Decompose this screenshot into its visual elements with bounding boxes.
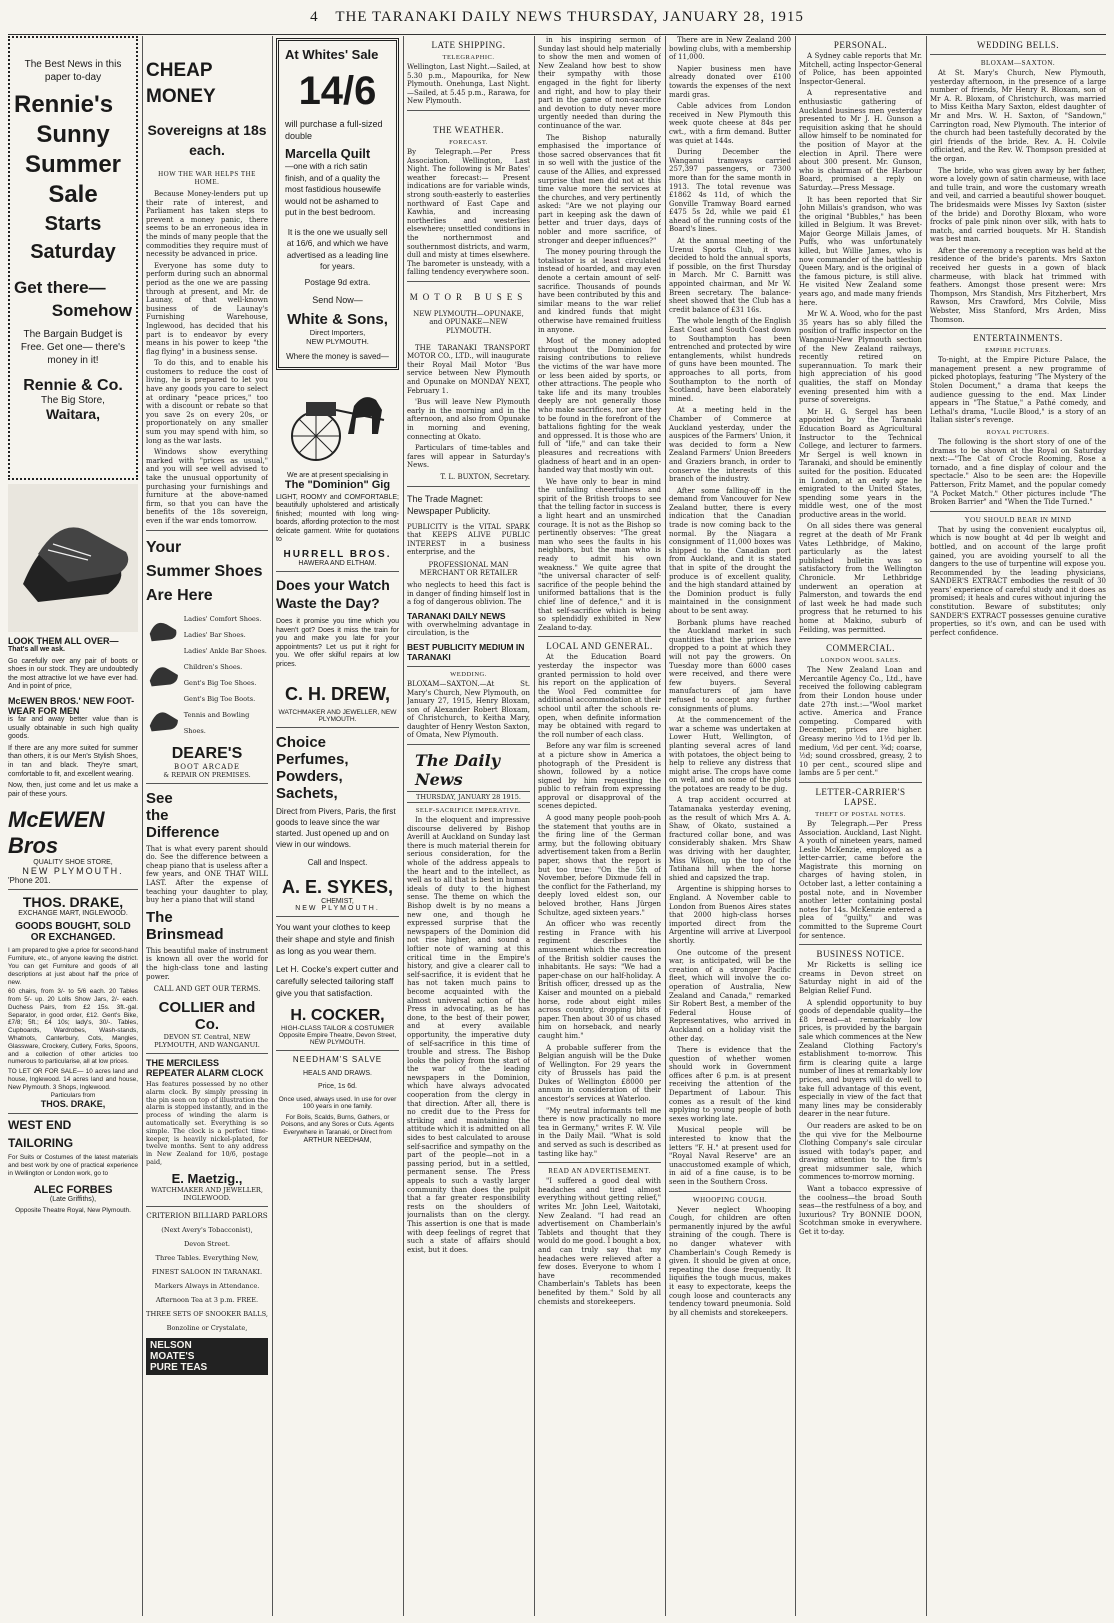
nelson-moate-ad bbox=[146, 1338, 268, 1375]
c6-body-13: One outcome of the present war, is anticipated, will be the creation of a stronger Pacific fleet, which will involve the co-operation of Australia, New Zealand and Canada," remarked Sir Robert Best, a member of the Federal House of Representatives, who arrived in Auckland on a holiday visit the other day. bbox=[669, 948, 791, 1043]
cm-body-3: To do this, and to enable his customers to reduce the cost of living, he is prepared to let you have any goods you care to select at ordinary "peace prices," too with a discount or rebate so that you save 2s on every 20s, or proportionately on any smaller sum you may spend with him, so long as the war lasts. bbox=[146, 359, 268, 445]
personal-4: Mr W. A. Wood, who for the past 35 years has so ably filled the position of traffic inspector on the Wanganui-New Plymouth section of the New Zealand railways, recently retired on superannuation. To mark their high appreciation of his good qualities, the staff on Monday evening presented him with a purse of sovereigns. bbox=[799, 310, 922, 405]
c6-body-5: At the annual meeting of the Urenui Sports Club, it was decided to hold the annual sports, if possible, on the first Thursday in March. Mr C. Barnitt was appointed chairman, and Mr W. Breen secretary. The balance-sheet showed that the Club has a credit balance of £31 16s. bbox=[669, 237, 791, 314]
whooping: WHOOPING COUGH. bbox=[693, 1195, 767, 1204]
c6-body-6: The whole length of the English East Coast and South Coast down to Southampton has been entrenched and protected by wire entanglements, whilst hundreds of guns have been mounted. The approaches to all ports, from Southampton to the north of Scotland, have been elaborately mined. bbox=[669, 317, 791, 403]
theft: THEFT OF POSTAL NOTES. bbox=[815, 810, 906, 818]
rennies-heading: Rennie's bbox=[14, 91, 114, 118]
maetzig: E. Maetzig., bbox=[171, 1170, 243, 1186]
markers: Markers Always in Attendance. bbox=[154, 1281, 260, 1290]
sale-heading: Sale bbox=[48, 181, 98, 208]
read-body: "I suffered a good deal with headaches and tired almost everything without getting relief," writes Mr. John Leel, Waitotaki, New Zealand. "I had read an advertisement on Chamberlain's Tablets and thought that they would do me good. I bought a box, and can truly say that my headaches were relieved after a few doses. Everyone to whom I have recommended Chamberlain's Tablets has been benefited by them." Sold by all chemists and storekeepers. bbox=[538, 1177, 661, 1306]
sovereigns: Sovereigns at 18s each. bbox=[147, 122, 267, 158]
tailoring: TAILORING bbox=[8, 1136, 74, 1151]
drake-sign: THOS. DRAKE, bbox=[40, 1099, 106, 1110]
personal-1: A Sydney cable reports that Mr. Mitchell, acting Inspector-General of Police, has been appointed Inspector-General. bbox=[799, 52, 922, 86]
local-6: "My neutral informants tell me there is now practically no more tea in Germany," writes F. W. Vile in the Daily Mail. "What is sold and served as such is described as tasting like hay." bbox=[538, 1106, 661, 1158]
sachets: Sachets, bbox=[276, 784, 338, 802]
criterion: CRITERION BILLIARD PARLORS bbox=[146, 1210, 268, 1220]
white-sons: White & Sons, bbox=[287, 310, 388, 328]
sunny-heading: Sunny bbox=[36, 121, 110, 148]
rennie-ad bbox=[8, 36, 138, 480]
drew: C. H. DREW, bbox=[284, 683, 390, 704]
daily-news-logo: The Daily News bbox=[415, 751, 500, 790]
shoe-item: Gent's Big Toe Shoes. bbox=[183, 678, 257, 687]
read-ad: READ AN ADVERTISEMENT. bbox=[548, 1167, 651, 1176]
particulars: Particulars from bbox=[50, 1091, 96, 1099]
london-wool: LONDON WOOL SALES. bbox=[820, 657, 901, 665]
c6-body-10: At the commencement of the war a scheme was undertaken at Lower Hutt, Wellington, of planting several acres of land with potatoes, the object being to help to relieve any distress that might arise. The crops have come on well, and on some of the plots the potatoes are ready to be dug. bbox=[669, 716, 791, 793]
rennie-co: Rennie & Co. bbox=[23, 377, 123, 394]
column-7 bbox=[799, 36, 922, 1616]
best-medium: BEST PUBLICITY MEDIUM IN TARANAKI bbox=[407, 641, 525, 662]
c6-body-4: During December the Wanganui tramways carried 257,397 passengers, or 7300 more than for the same month in 1913. The total revenue was £1862 4s 11d, of which the Gonville Tramway Board earned £475 5s 2d, while we paid £1 ahead of the running costs of the Board's lines. bbox=[669, 148, 791, 234]
price-1s: Price, 1s 6d. bbox=[318, 1082, 357, 1090]
once-used: Once used, always used. In use for over 100 years in one family. bbox=[278, 1095, 397, 1110]
best-news-line: The Best News in this paper to-day bbox=[24, 59, 122, 83]
wb-3: After the ceremony a reception was held at the residence of the bride's parents. Mrs Saxton received her guests in a gown of black charmeuse, with black hat trimmed with feathers. Amongst those present were: Mrs Thompson, Mrs Standish, Mrs Fitzherbert, Mrs Rawson, Mrs Crawford, Mrs Colvile, Miss Webster, Miss Stanford, Mrs Arden, Miss Thomson. bbox=[930, 246, 1106, 324]
needham: NEEDHAM'S SALVE bbox=[292, 1054, 383, 1064]
gig-illustration bbox=[276, 376, 399, 466]
devon-street: Devon Street. bbox=[183, 1239, 231, 1248]
dominion-gig: The "Dominion" Gig bbox=[284, 478, 391, 491]
business-notice: BUSINESS NOTICE. bbox=[816, 949, 905, 960]
trade-magnet: The Trade Magnet: Newspaper Publicity. bbox=[407, 493, 491, 516]
tdn-body: with overwhelming advantage in circulation, is the bbox=[407, 620, 530, 638]
column-4 bbox=[407, 36, 530, 1616]
pure-teas: PURE TEAS bbox=[150, 1361, 208, 1373]
cocker-sub: HIGH-CLASS TAILOR & COSTUMIER bbox=[281, 1024, 394, 1032]
late-griffiths: (Late Griffiths), bbox=[49, 1195, 97, 1203]
collier: COLLIER and Co. bbox=[158, 999, 256, 1034]
whites-np: NEW PLYMOUTH. bbox=[306, 336, 369, 346]
c6-body-3: Cable advices from London received in New Plymouth this week quote cheese at 84s per cwt., with a firm demand. Butter was quiet at 144s. bbox=[669, 102, 791, 145]
will-purchase: will purchase a full-sized double bbox=[285, 119, 383, 141]
cm-body-1: Because Money-lenders put up their rate of interest, and Parliament has taken steps to prevent a money panic, there seems to be an erroneous idea in the minds of many people that the commodities they require must of necessity be advanced in price. bbox=[146, 190, 268, 259]
whites-ad bbox=[276, 38, 399, 370]
arthur-needham: ARTHUR NEEDHAM, bbox=[303, 1137, 372, 1145]
drake-body: I am prepared to give a price for second-hand Furniture, etc., of anyone leaving the district. You can get Furniture and goods of all descriptions at just about half the price of new. bbox=[8, 947, 138, 986]
c6-body-12: Argentine is shipping horses to England. A November cable to London from Buenos Aires states that 2000 high-class horses imported direct from the Argentine will arrive at Liverpool shortly. bbox=[669, 885, 791, 945]
your-heading: Your bbox=[146, 538, 182, 556]
nelson: NELSON bbox=[150, 1339, 192, 1351]
bn-2: A splendid opportunity to buy goods of dependable quality—the £8 bread—at remarkably low prices, is provided by the bargain sale which commences at the New Zealand Clothing Factory's establishment to-morrow. This firm is clearing quite a large number of lines at remarkably low prices, and buyers will do well to take full advantage of this event, especially in view of the fact that many lines may be considerably dearer in the near future. bbox=[799, 998, 922, 1119]
specialising: We are at present specialising in bbox=[286, 471, 389, 479]
masthead bbox=[0, 0, 1114, 34]
watchmaker: WATCHMAKER AND JEWELLER, bbox=[151, 1185, 263, 1194]
summer-shoes: Summer Shoes bbox=[146, 562, 263, 580]
goods-bought: GOODS BOUGHT, SOLD OR EXCHANGED. bbox=[15, 921, 131, 944]
drew-sub: WATCHMAKER AND JEWELLER, NEW PLYMOUTH. bbox=[278, 708, 397, 723]
cm-body-4: Windows show everything marked with "prices as usual," and you will see well advised to take the unusual opportunity of purchasing your furnishings and furniture at the above-named firm, so that you can have the benefits of the 18s sovereign, even if the war ends tomorrow. bbox=[146, 448, 268, 525]
look-them-heading: LOOK THEM ALL OVER— bbox=[8, 636, 119, 646]
collier-addr: DEVON ST. Central, NEW PLYMOUTH, AND WANGANUI. bbox=[154, 1033, 260, 1050]
dateline: THURSDAY, JANUARY 28 1915. bbox=[407, 791, 530, 803]
theft-body: By Telegraph.—Per Press Association. Auckland, Last Night. A youth of nineteen years, named Leslie McKenzie, employed as a letter-carrier, came before the Magistrate this morning on charges of having stolen, in October last, a letter containing a postal note, and in November another letter containing postal notes for 14s. McKenzie entered a plea of "guilty," and was committed to the Supreme Court for sentence. bbox=[799, 819, 922, 940]
column-rule bbox=[534, 36, 535, 1616]
should-bear: YOU SHOULD BEAR IN MIND bbox=[964, 515, 1072, 524]
personal-5: Mr H. G. Sergel has been appointed by the Taranaki Education Board as Agricultural Instructor to the Technical College, and lecturer to farmers. Mr Sergel is well known in Taranaki, and should be eminently suited for the position. Educated in London, at an early age he emigrated to the United States, spending some years in the middle west, one of the most productive areas in the world. bbox=[799, 407, 922, 519]
repair: & REPAIR ON PREMISES. bbox=[163, 770, 251, 779]
send-now: Send Now— bbox=[312, 294, 363, 305]
drake-list: 60 chairs, from 3/- to 5/6 each. 20 Tables from 5/- up. 20 Lolls Show Jars, 2/- each. Duchess Pairs, from £2 15s. 3ft.-gal. Separator, in good order, £12. Gent's Bike, £7/8; 5ft.; £4 10s; lady's, 30/-. Tables, Cupboards, Wardrobes, Wash-stands, Whatnots, Canterbury, Cots, Mangles, Glassware, Crockery, Cutlery, Forks, Spoons, and a collection of other articles too numerous to particularise, all at low prices. bbox=[8, 988, 138, 1066]
personal-6: On all sides there was general regret at the death of Mr Frank Vates Lethbridge, of Makino, particularly as the latest published bulletin was so satisfactory from the Wellington Chronicle. Mr Lethbridge underwent an operation at Palmerston, and towards the end of last week he had made such progress that he returned to his home at Makino, suburb of Feilding, was permitted. bbox=[799, 522, 922, 634]
three-sets: THREE SETS OF SNOOKER BALLS, bbox=[146, 1309, 268, 1318]
shoe-illustration bbox=[8, 484, 138, 632]
local-5: A probable sufferer from the Belgian anguish will be the Duke of Wellington. For 29 years the city of Brussels has paid the Dukes of Wellington £8000 per annum in consideration of their ancestor's services at Waterloo. bbox=[538, 1043, 661, 1104]
commercial: COMMERCIAL. bbox=[826, 643, 895, 654]
wedding-bells: WEDDING BELLS. bbox=[977, 40, 1059, 50]
gig-body: LIGHT, ROOMY and COMFORTABLE; beautifully upholstered and artistically finished; mounted with long wing-boards, affording protection to the most delicate garment. Write for quotations to bbox=[276, 493, 399, 544]
merciless-heading: THE MERCILESS REPEATER ALARM CLOCK bbox=[146, 1058, 264, 1079]
brinsmead-body: This beautiful make of instrument is known all over the world for the high-class tone and lasting power. bbox=[146, 946, 268, 981]
bargain-budget: The Bargain Budget is Free. Get one— there's money in it! bbox=[20, 329, 126, 366]
chemist: CHEMIST, bbox=[321, 897, 354, 905]
how-war: HOW THE WAR HELPS THE HOME. bbox=[158, 170, 256, 186]
look-body: Go carefully over any pair of boots or shoes in our stock. They are undoubtedly the most attractive lot we have ever had. And in point of price, bbox=[8, 657, 138, 691]
shoe-list bbox=[180, 611, 268, 741]
column-rule bbox=[403, 36, 404, 1616]
sykes-np: NEW PLYMOUTH. bbox=[295, 904, 380, 912]
mcewen-phone: 'Phone 201. bbox=[8, 876, 51, 886]
column-1 bbox=[8, 36, 138, 1616]
c5-top: in his inspiring sermon of Sunday last should help materially to show the men and women of New Zealand how best to show their sympathy with those engaged in the fight for liberty and right, and how to play their part in the game of non-sacrifice and devotion to duty never more urgently needed than during the continuance of the war. bbox=[538, 36, 661, 130]
heals: HEALS AND DRAWS. bbox=[303, 1069, 372, 1077]
sykes: A. E. SYKES, bbox=[281, 876, 394, 897]
self-sacrifice: SELF-SACRIFICE IMPERATIVE. bbox=[415, 807, 522, 815]
quality-shoe: QUALITY SHOE STORE, bbox=[33, 859, 113, 867]
wb-2: The bride, who was given away by her father, wore a lovely gown of satin charmeuse, with lace and tulle train, and wore the customary wreath and veil, and carried a beautiful shower bouquet. The bridesmaids were Misses Ivy Saxton (sister of the bride) and Dorothy Bloxam, who wore frocks of pale pink ninon over silk, with hats to match, and carried bouquets. Mr H. Standish was best man. bbox=[930, 166, 1106, 244]
needham-body: For Boils, Scalds, Burns, Gathers, or Poisons, and any Sores or Cuts. Agents Everywhere in Taranaki, or Direct from bbox=[281, 1113, 394, 1137]
moates: MOATE'S bbox=[150, 1350, 195, 1362]
hawera: HAWERA AND ELTHAM. bbox=[298, 560, 377, 568]
bn-1: Mr Ricketts is selling ice creams in Devon street on Saturday night in aid of the Belgian Relief Fund. bbox=[799, 961, 922, 995]
column-5 bbox=[538, 36, 661, 1616]
empire-body: To-night, at the Empire Picture Palace, the management present a new programme of picked photoplays, featuring "The Mystery of the Stolen Document," a drama that keeps the audience guessing to the end. Max Linder appears in "The Statue," a Pathé comedy, and Lethal's drama, "Lucile Blood," is a story of an Italian sister's revenge. bbox=[930, 356, 1106, 425]
shoe-item: Gent's Big Toe Boots. bbox=[183, 694, 256, 703]
entertainments: ENTERTAINMENTS. bbox=[973, 333, 1063, 344]
bus-routes: NEW PLYMOUTH—OPUNAKE, and OPUNAKE—NEW PLYMOUTH. bbox=[413, 309, 524, 336]
column-8 bbox=[930, 36, 1106, 1616]
c5-body-3: The money pouring through the totalisator is at least circulated instead of hoarded, and may even denote a certain amount of self-sacrifice. Thousands of pounds have been contributed by this and similar means to the war relief and kindred funds that might otherwise have remained fruitless in anyone. bbox=[538, 248, 661, 334]
deares: DEARE'S bbox=[171, 744, 243, 762]
editorial: In the eloquent and impressive discourse delivered by Bishop Averill at Auckland on Sunday last there is much material therein for serious consideration, for the whole of the address appeals to the heart and to the intellect, as well as to all that is best in human ideals of duty to the highest sense. The theme on which the Bishop dwelt is by no means a new one, and though he expressed surprise that the newspapers of the Dominion did not rise higher, and sound a loftier note of warning at this critical time in the Empire's history, and give a clearer call to self-sacrifice, it is evident that he has not taken much pains to become acquainted with the almost universal action of the Press in advocating, as he has done, to the best of their power, and at every available opportunity, the imperative duty of self-sacrifice in this time of trouble and stress. The Bishop looks the policy from the start of the war of the leading newspapers in the Dominion, which have always advocated cooperation from the clergy in that direction. After all, there is no credit due to the Press for striking and maintaining the attitude which it is admitted on all sides to best calculated to arouse self-sacrifice and sympathy on the part of the people—not in a passing period, but in a settled, permanent sense. The Press appeals to such a vastly larger community than does the pulpit that a far greater responsibility rests on the shoulders of journalists than on the clergy. This assertion is one that is made with deep feelings of regret that such a state of affairs should exist, but it does. bbox=[407, 816, 530, 1254]
empire-pictures: EMPIRE PICTURES. bbox=[985, 347, 1051, 355]
call-inspect: Call and Inspect. bbox=[307, 857, 368, 867]
does-watch: Does your Watch Waste the Day? bbox=[276, 577, 390, 612]
afternoon-tea: Afternoon Tea at 3 p.m. FREE. bbox=[155, 1295, 259, 1304]
powders: Powders, bbox=[276, 767, 343, 785]
wedding-body: BLOXAM—SAXTON.—At St. Mary's Church, New Plymouth, on January 27, 1915, Henry Bloxam, son of Alexander Robert Bloxam, of Christchurch, to Keitha Mary, daughter of Henry Weston Saxton, of Omata, New Plymouth. bbox=[407, 679, 530, 740]
personal: PERSONAL. bbox=[833, 40, 888, 50]
late-shipping: LATE SHIPPING. bbox=[431, 40, 506, 50]
summer-body: If there are any more suited for summer than others, it is our Men's Stylish Shoes, in tan and black. They're smart, comfortable to fit, and excellent wearing. bbox=[8, 744, 138, 778]
shoe-item: Tennis and Bowling Shoes. bbox=[183, 710, 250, 735]
west-end: WEST END bbox=[8, 1118, 72, 1133]
choice: Choice bbox=[276, 733, 327, 751]
personal-3: It has been reported that Sir John Millais's grandson, who was the original "Bubbles," has been killed in Belgium. It was Brevet-Major George Millais James, of Puffs, who was unfortunately killed, but Willie James, who is now commander of the battleship Queen Mary, and is the original of the famous picture, is still alive. He visited New Zealand some years ago, and made many friends here. bbox=[799, 195, 922, 307]
c6-top: There are in New Zealand 200 bowling clubs, with a membership of 11,000. bbox=[669, 36, 791, 62]
to-let: TO LET OR FOR SALE— 10 acres land and house, Inglewood. 14 acres land and house, New Plymouth. 3 Shops, Inglewood. bbox=[8, 1068, 138, 1091]
wb-1: At St. Mary's Church, New Plymouth, yesterday afternoon, in the presence of a large number of friends, Mr Henry R. Bloxam, son of Mr A. R. Bloxam, of Christchurch, was married to Miss Keitha Mary Saxton, eldest daughter of Mr and Mrs. W. H. Saxton, of "Sandown," Carrington road, New Plymouth. The interior of the church had been tastefully decorated by the girl friends of the bride. Rev. A. H. Colvile officiated, and the Rev. W. Thompson presided at the organ. bbox=[930, 69, 1106, 163]
mcewen-body: is far and away better value than is usually obtainable in such high quality goods. bbox=[8, 715, 138, 741]
direct-importers: Direct Importers, bbox=[309, 327, 366, 337]
brinsmead: Brinsmead bbox=[146, 925, 224, 943]
bear-body: That by using the convenient eucalyptus oil, which is now bought at 4d per lb weight and bottled, and on account of the large profit gained, you are avoiding yourself to all the dangers to the use of turpentine will expose you. Recommended by the leading physicians, SANDER'S EXTRACT embodies the result of 30 years' experience of careful study and it does as promised; it heals and cures without injuring the constitution. Beware of substitutes; only SANDER'S EXTRACT possesses genuine curative properties, so it's own, and can be used with perfect confidence. bbox=[930, 525, 1106, 637]
bn-3: Our readers are asked to be on the qui vive for the Melbourne Clothing Company's sale circular issued with today's paper, and drawing attention to the firm's great midsummer sale, which commences to-morrow morning. bbox=[799, 1121, 922, 1182]
summer-heading: Summer bbox=[24, 151, 122, 178]
thats-all: That's all we ask. bbox=[8, 646, 65, 653]
cocker-opp: Opposite Empire Theatre, Devon Street, NEW PLYMOUTH. bbox=[278, 1031, 397, 1046]
wool-body: The New Zealand Loan and Mercantile Agency Co., Ltd., have received the following cablegram from their London house under date 27th inst.:—"Wool market active. America and France competing. Compared with December, prices are higher. Greasy merino ½d to 1½d per lb. medium, ½d per cent. ¾d; coarse, ½d; sound crossbred, greasy, 2 to 10 per cent., scoured slipe and lambs are 5 per cent." bbox=[799, 666, 922, 778]
column-2 bbox=[146, 36, 268, 1616]
finest-saloon: FINEST SALOON IN TARANAKI. bbox=[151, 1267, 263, 1276]
forecast: FORECAST. bbox=[449, 138, 488, 146]
mcewen-bros: McEWEN Bros bbox=[8, 807, 105, 859]
shoe-item: Children's Shoes. bbox=[183, 662, 243, 671]
saturday-heading: Saturday bbox=[30, 241, 116, 263]
column-rule bbox=[926, 36, 927, 1616]
royal-pictures: ROYAL PICTURES. bbox=[986, 428, 1050, 436]
personal-2: A representative and enthusiastic gathering of Auckland business men yesterday presented to Mr J. H. Gunson a requisition asking that he should allow himself to be nominated for the position of Mayor at the election in April. There were about 300 present. Mr. Gunson, who is chairman of the Harbour Board, promised a reply on Saturday.—Press Message. bbox=[799, 89, 922, 192]
want-clothes: You want your clothes to keep their shape and style and finish as long as you wear them. bbox=[276, 921, 395, 956]
c6-body-2: Napier business men have already donated over £100 towards the expenses of the next mardi gras. bbox=[669, 64, 791, 99]
bus-body-3: Particulars of time-tables and fares will appear in Saturday's News. bbox=[407, 444, 530, 470]
starts-heading: Starts bbox=[44, 213, 102, 235]
exchange-mart: EXCHANGE MART, INGLEWOOD. bbox=[18, 910, 128, 918]
buxton: T. L. BUXTON, Secretary. bbox=[440, 472, 530, 481]
tailoring-body: For Suits or Costumes of the latest materials and best work by one of practical experience in Wellington or London work, go to bbox=[8, 1154, 138, 1178]
difference-heading: Difference bbox=[146, 823, 220, 841]
column-rule bbox=[795, 36, 796, 1616]
the-heading: the bbox=[146, 806, 169, 824]
c6-body-14: There is evidence that the question of whether women should work in Government offices after 6 p.m. is at present receiving the attention of the Department of Labour. This comes as a result of the kind applying to young people of both sexes working late. bbox=[669, 1046, 791, 1123]
shoe-item: Ladies' Bar Shoes. bbox=[183, 630, 246, 639]
cm-body-2: Everyone has some duty to perform during such an abnormal period as the one we are passing through at present, and Mr. de Launay, of that well-known business of de Launay's Furnishing Warehouse, Inglewood, has decided that his part is to endeavor by every means in his power to keep "the flag flying" in a business sense. bbox=[146, 261, 268, 356]
alec-forbes: ALEC FORBES bbox=[33, 1183, 113, 1196]
page-number: 4 bbox=[310, 9, 319, 25]
local-2: Before any war film is screened at a picture show in America a photograph of the President is shown, followed by a notice signed by him requesting the public to refrain from expressing approval or disapproval of the scenes depicted. bbox=[538, 742, 661, 811]
royal-body: The following is the short story of one of the dramas to be shown at the Royal on Saturday next:—"The Cat of Crocle Rooming, Rose a tornado, and a fine display of colour and the spectacle." Also to be seen are: the Hopeville Patterson, Fritz Mamet, and the popular comedy "A Pocket Match." Other pictures include "The Broken Barrier" and "When the Tide Turned." bbox=[930, 437, 1106, 507]
opposite-theatre: Opposite Theatre Royal, New Plymouth. bbox=[15, 1206, 131, 1214]
marcella: Marcella Quilt bbox=[285, 146, 371, 161]
usually-sell: It is the one we usually sell at 16/6, and which we have advertised as a leading line for years. bbox=[286, 226, 389, 271]
shoe-drawing bbox=[146, 611, 180, 741]
motor-buses: MOTOR BUSES bbox=[409, 291, 528, 302]
letter-carrier: LETTER-CARRIER'S LAPSE. bbox=[815, 786, 906, 807]
tdn: TARANAKI DAILY NEWS bbox=[407, 610, 506, 621]
bonzoline: Bonzoline or Crystalate, bbox=[166, 1323, 248, 1332]
waitara: Waitara, bbox=[46, 406, 100, 422]
c6-body-15: Musical people will be interested to know that the letters "F. H." at present used for "Royal Naval Reserve" are an unaccustomed example of which, in aid of a fine cause, is to be seen in the Southern Cross. bbox=[669, 1126, 791, 1186]
cheap-money: CHEAP MONEY bbox=[146, 60, 216, 107]
drake-heading: THOS. DRAKE, bbox=[22, 894, 124, 911]
inglewood: INGLEWOOD. bbox=[183, 1193, 231, 1202]
bus-body-2: 'Bus will leave New Plymouth early in the morning and in the afternoon, and also from Opunake in morning and evening, connecting at Okato. bbox=[407, 398, 530, 441]
three-tables: Three Tables. Everything New, bbox=[155, 1253, 259, 1262]
perfumes: Perfumes, bbox=[276, 750, 349, 768]
c6-body-9: Borbank plums have reached the Auckland market in such quantities that the prices have dropped to a point at which they will not pay the growers. On Tuesday more than 6000 cases were received, and there were few buyers. Several manufacturers of jam have refused to accept any further consignments of plums. bbox=[669, 618, 791, 713]
call-get-terms: CALL AND GET OUR TERMS. bbox=[153, 985, 261, 994]
c6-body-7: At a meeting held in the Chamber of Commerce at Auckland yesterday, under the auspices of the Farmers' Union, it was decided to form a New Zealand Farmers' Union Breeders and Graziers branch, in order to conserve the interests of this branch of the industry. bbox=[669, 406, 791, 484]
c5-body-4: Most of the money adopted throughout the Dominion for raising contributions to relieve the victims of the war have more or less been aided by sports, or other attractions. The people who take life and its many troubles deeply are not generally those who make sacrifices, nor are they to be found in the forefront of the battalions fighting for the weak and oppressed. It is those who are full of "life," and can take their pleasures and recreations with gladness of heart and in an open-handed way that mostly win out. bbox=[538, 337, 661, 475]
mcewen-np: NEW PLYMOUTH. bbox=[22, 866, 124, 877]
big-store: The Big Store, bbox=[41, 395, 105, 406]
where-money: Where the money is saved— bbox=[286, 351, 389, 361]
bn-4: Want a tobacco expressive of the coolness—the broad South seas—the restfulness of a boy, and luxurious? Try BONNIE DOON, Scotchman smoke in everywhere. Get it to-day. bbox=[799, 1185, 922, 1237]
are-here: Are Here bbox=[146, 586, 213, 604]
telegraphic: TELEGRAPHIC. bbox=[442, 54, 495, 61]
c6-body-11: A trap accident occurred at Tatamanaka yesterday evening, as the result of which Mrs A. A. Shaw, of Okato, sustained a fractured collar bone, and was considerably shaken. Mrs Shaw was driving with her daughter, Miss Wilson, up the top of the Tatihana hill when the horse shied and capsized the trap. bbox=[669, 796, 791, 882]
bus-body: THE TARANAKI TRANSPORT MOTOR CO., LTD., will inaugurate their Royal Mail Motor 'Bus service between New Plymouth and Opunake on MONDAY NEXT, February 1. bbox=[407, 343, 530, 395]
column-6 bbox=[669, 36, 791, 1616]
weather: THE WEATHER. bbox=[433, 124, 504, 135]
c5-body-2: The Bishop naturally emphasised the importance of those sacred observances that fit in so well with the justice of the cause of the Allies, and expressed surprise that men did not at this time value more the services at the churches, and very pertinently asked: "Are we not playing our part in keeping ask the dawn of better and truer days, days of nobler and more sacrifice, of stronger and deeper influences?" bbox=[538, 133, 661, 245]
the-heading-2: The bbox=[146, 908, 173, 926]
c6-body-8: After some falling-off in the demand from Vancouver for New Zealand butter, there is every indication that the Canadian trade is now coming back to the normal. By the Niagara a consignment of 11,000 boxes was shipped to the Canadian port from Auckland, and it is stated that in spite of the drought the produce is of excellent quality, and the high standard attained by the Dominion product is fully maintained in the consignment about to be sent away. bbox=[669, 486, 791, 615]
merciless-body: Has features possessed by no other alarm clock. By simply pressing in the pin seen on top of illustration the alarm is stopped instantly, and in the process of winding the alarm is automatically set. Everything is so simple. The clock is a perfect time-keeper, is heavily nickel-plated, for twelve months. Sent to any address in New Zealand for 10/6, postage paid, bbox=[146, 1080, 268, 1167]
masthead-title: THE TARANAKI DAILY NEWS THURSDAY, JANUARY 28, 1915 bbox=[335, 9, 804, 25]
weather-body: By Telegraph.—Per Press Association. Wellington, Last Night. The following is Mr Bates' weather forecast:— Present indications are for variable winds, strong south-easterly to easterlies northward of East Cape and Kawhia, and increasing northerlies and westerlies elsewhere; unsettled conditions in the northernmost and southernmost districts, and warm, dull and misty at times elsewhere. The barometer is unsteady, with a falling tendency everywhere soon. bbox=[407, 147, 530, 277]
boot-arcade: BOOT ARCADE bbox=[173, 762, 241, 771]
local-1: At the Education Board yesterday the inspector was granted permission to hold over his report on the application of the Wool Fed committee for additional accommodation at their school until after the schools re-open, when definite information may be obtained with regard to the roll number of each class. bbox=[538, 653, 661, 739]
publicity-body: PUBLICITY is the VITAL SPARK that KEEPS ALIVE PUBLIC INTEREST in a business enterprise, and the bbox=[407, 522, 530, 557]
shoe-item: Ladies' Ankle Bar Shoes. bbox=[183, 646, 267, 655]
shoe-item: Ladies' Comfort Shoes. bbox=[183, 614, 262, 623]
column-3 bbox=[276, 36, 399, 1616]
column-rule bbox=[665, 36, 666, 1616]
get-there: Get there— bbox=[14, 278, 106, 297]
price-14-6: 14/6 bbox=[298, 69, 377, 113]
watch-body: Does it promise you time which you haven't got? Does it miss the train for you and make you late for your appointments? Let us put it right for you. We offer skilful repairs at low prices. bbox=[276, 618, 399, 669]
perf-body: Direct from Pivers, Paris, the first goods to leave since the war started. Just opened up and on view in our windows. bbox=[276, 806, 396, 849]
hurrell: HURRELL BROS. bbox=[283, 549, 392, 561]
now-then: Now, then, just come and let us make a pair of these yours. bbox=[8, 782, 138, 798]
shipping-body: Wellington, Last Night.—Sailed, at 5.30 p.m., Mapourika, for New Plymouth. Onehunga, Last Night.—Sailed, at 5.45 p.m., Rarawa, for New Plymouth. bbox=[407, 63, 530, 106]
somehow: Somehow bbox=[51, 301, 132, 320]
local-3: A good many people pooh-pooh the statement that youths are in the firing line of the German army, but the following obituary advertisement taken from a Berlin paper, shows that the report is but too true: "On the 5th of November, before Dixmude fell in the conflict for the Fatherland, my deeply loved eldest son, our beloved brother, Hans Jürgen Schultze, aged sixteen years." bbox=[538, 814, 661, 917]
bloxam-saxton: BLOXAM—SAXTON. bbox=[980, 59, 1056, 67]
quilt-body: —one with a rich satin finish, and of a quality the most fastidious housewife would not be ashamed to put in the best bedroom. bbox=[285, 161, 381, 217]
local-general: LOCAL AND GENERAL. bbox=[546, 641, 653, 652]
cocke-body: Let H. Cocke's expert cutter and carefully selected tailoring staff give you that satisfaction. bbox=[276, 963, 399, 998]
see-heading: See bbox=[146, 789, 173, 807]
whooping-body: Never neglect Whooping Cough, for children are often permanently injured by the awful straining of the cough. There is no danger whatever with Chamberlain's Cough Remedy is given. It should be given at once, repeating the dose frequently. It liquifies the tough mucus, makes it easy to expectorate, keeps the cough loose and counteracts any tendency toward pneumonia. Sold by all chemists and storekeepers. bbox=[669, 1205, 791, 1317]
professional: PROFESSIONAL MAN MERCHANT OR RETAILER bbox=[419, 560, 518, 577]
cocker: H. COCKER, bbox=[290, 1006, 385, 1024]
next-avery: (Next Avery's Tobacconist), bbox=[161, 1225, 253, 1234]
pro-body: who neglects to heed this fact is in danger of finding himself lost in a fog of dangerous oblivion. The bbox=[407, 580, 530, 607]
local-4: An officer who was recently resting in France with his regiment describes the amusement which the recreation of the British soldier causes the inhabitants. He says: "We had a paper-chase on our half-holiday. A British officer, dressed up as the Kaiser and mounted on a piebald horse, rode about eight miles across country, dropping bits of paper. Then about 30 of us chased him on horseback, and nearly caught him." bbox=[538, 920, 661, 1040]
difference-body: That is what every parent should do. See the difference between a cheap piano that is useless after a few years, and ONE THAT WILL LAST. After the expense of teaching your daughter to play, buy her a piano that will stand bbox=[146, 844, 268, 905]
mcewen-wear-heading: McEWEN BROS.' NEW FOOT-WEAR FOR MEN bbox=[8, 695, 135, 716]
shoe-list-block bbox=[146, 611, 268, 741]
at-whites: At Whites' Sale bbox=[285, 47, 379, 62]
wedding: WEDDING. bbox=[450, 670, 487, 678]
c5-body-5: We have only to bear in mind the unfailing cheerfulness and spirit of the British troops to see that the telling factor in success is a light heart and an unsmirched courage. It is not as the Bishop so pertinently observes: "The great man who sees the faults in his neighbors, but the man who is ready to admit his own weakness." We quite agree that "the universal character of self-sacrifice of the people behind the uniformed battalions that is the chief line of defence," and it is that self-sacrifice which is being so splendidly exhibited in New Zealand to-day. bbox=[538, 477, 661, 632]
postage: Postage 9d extra. bbox=[304, 276, 371, 287]
masthead-rule bbox=[8, 34, 1106, 35]
column-rule bbox=[272, 36, 273, 1616]
column-rule bbox=[142, 36, 143, 1616]
